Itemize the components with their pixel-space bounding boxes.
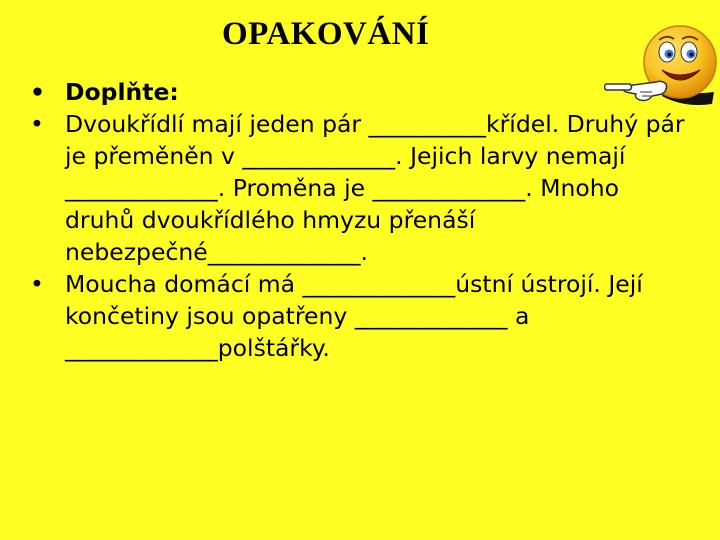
- list-item: • Doplňte:: [30, 76, 690, 108]
- exercise-list: [30, 76, 690, 364]
- list-item: • Dvoukřídlí mají jeden pár __________křídel. Druhý pár je přeměněn v _____________. Jejich larvy nemají _____________. Proměna je _____________. Mnoho druhů dvoukřídlého hmyzu přenáší nebezpečné_____________.: [30, 108, 690, 268]
- list-item: • Moucha domácí má _____________ústní ústrojí. Její končetiny jsou opatřeny _____________ a _____________polštářky.: [30, 268, 690, 364]
- slide-title: OPAKOVÁNÍ: [222, 16, 430, 52]
